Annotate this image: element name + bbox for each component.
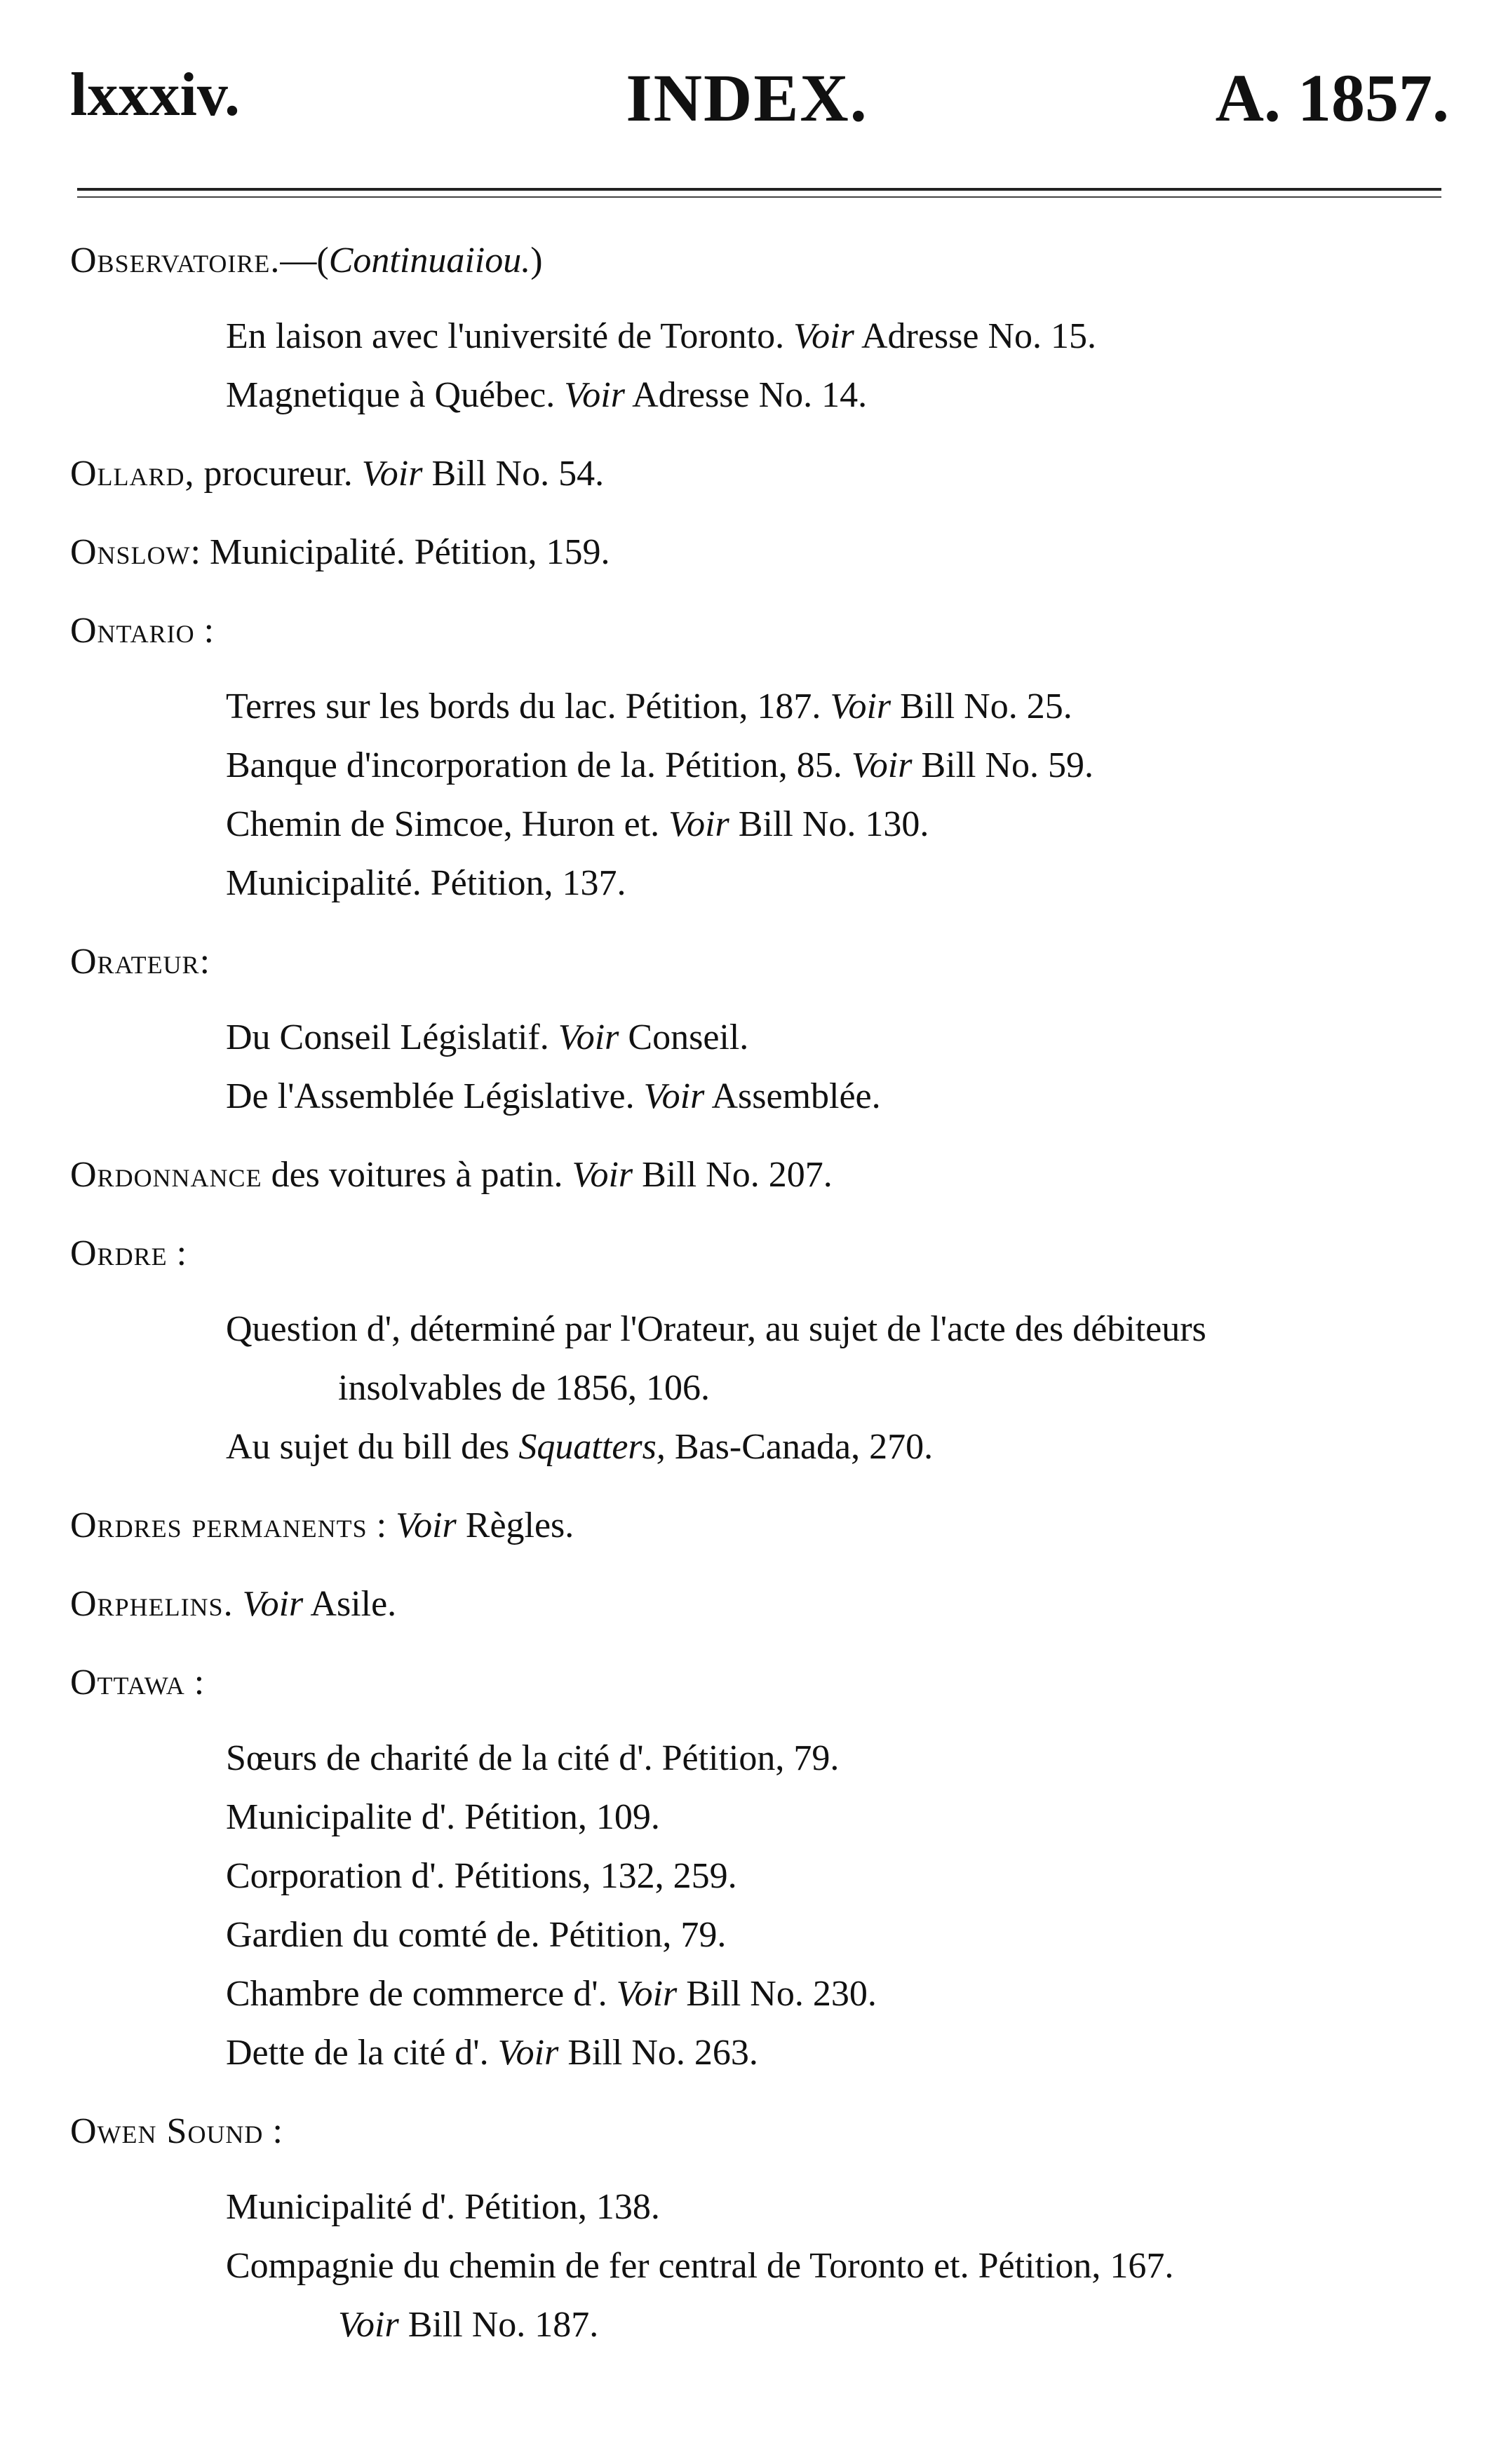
entry-term: Onslow — [70, 532, 191, 572]
voir-ref: Voir — [793, 316, 854, 356]
subentry-ref: Bill No. 25. — [891, 686, 1072, 726]
entry-suffix: —( — [280, 241, 329, 280]
subentry-ref: Bas-Canada, 270. — [665, 1427, 934, 1467]
page-year: A. 1857. — [1215, 60, 1449, 135]
voir-ref: Voir — [558, 1017, 619, 1057]
entry-ref: Règles. — [456, 1505, 574, 1545]
voir-ref: Voir — [643, 1076, 705, 1116]
voir-ref: Voir — [668, 804, 729, 844]
entry-heading — [0, 1224, 1494, 1283]
page-number: lxxxiv. — [70, 61, 241, 129]
subentry-ref: Conseil. — [619, 1017, 749, 1057]
subentry-ref: Assemblée. — [704, 1076, 881, 1116]
subentry: Corporation d'. Pétitions, 132, 259. — [226, 1856, 737, 1896]
entry-text: : — [367, 1505, 396, 1545]
entry-ref: Bill No. 54. — [422, 454, 605, 494]
entry-heading — [0, 2102, 1494, 2161]
subentry-text: Dette de la cité d'. — [226, 2033, 498, 2073]
entry-colon: : — [184, 1663, 205, 1703]
index-entry-orateur — [0, 933, 1494, 1126]
voir-ref: Voir — [396, 1505, 457, 1545]
entry-heading — [0, 1653, 1494, 1712]
subentry: Gardien du comté de. Pétition, 79. — [226, 1915, 727, 1955]
subentry: Municipalité d'. Pétition, 138. — [226, 2187, 660, 2227]
page-title: INDEX. — [626, 60, 868, 135]
entry-continuation: Continuaiiou. — [328, 241, 531, 280]
subentry-text: De l'Assemblée Législative. — [226, 1076, 644, 1116]
voir-ref: Voir — [497, 2033, 559, 2073]
entry-text: des voitures à patin. — [262, 1155, 572, 1195]
subentry-ref: Adresse No. 14. — [624, 375, 868, 415]
subentry-continuation — [0, 2296, 1494, 2355]
subentry-text: Du Conseil Législatif. — [226, 1017, 558, 1057]
subentry — [0, 795, 1494, 854]
entry-term: Owen Sound — [70, 2111, 264, 2151]
subentry-italic: Squatters, — [518, 1427, 666, 1467]
subentry-continuation: insolvables de 1856, 106. — [338, 1368, 711, 1408]
subentry-text: Chambre de commerce d'. — [226, 1974, 617, 2014]
entry-term: Orateur — [70, 942, 200, 982]
subentry — [0, 366, 1494, 425]
index-entry-ordonnance — [0, 1146, 1494, 1205]
index-entries — [0, 231, 1494, 2355]
entry-term: Observatoire. — [70, 241, 281, 280]
entry-term: Ottawa — [70, 1663, 185, 1703]
voir-ref: Voir — [572, 1155, 633, 1195]
entry-heading — [0, 231, 1494, 290]
voir-ref: Voir — [338, 2305, 399, 2345]
subentry — [0, 307, 1494, 366]
entry-colon: : — [167, 1233, 187, 1273]
index-entry-onslow — [0, 523, 1494, 582]
entry-colon: : — [263, 2111, 283, 2151]
header-rule — [77, 188, 1441, 191]
voir-ref: Voir — [830, 686, 891, 726]
entry-colon: : — [194, 611, 215, 651]
subentry — [0, 2024, 1494, 2083]
entry-term: Ordres permanents — [70, 1505, 368, 1545]
entry-ref: Asile. — [303, 1584, 397, 1624]
header-rule-thin — [77, 196, 1441, 198]
entry-suffix-close: ) — [530, 241, 543, 280]
subentry — [0, 1965, 1494, 2024]
entry-term: Ordre — [70, 1233, 168, 1273]
subentry: Compagnie du chemin de fer central de Toronto et. Pétition, 167. — [226, 2246, 1174, 2286]
subentry: Municipalite d'. Pétition, 109. — [226, 1797, 660, 1837]
subentry-ref: Bill No. 230. — [677, 1974, 877, 2014]
entry-colon: : — [199, 942, 210, 982]
subentry-text: Magnetique à Québec. — [226, 375, 565, 415]
entry-term: Orphelins. — [70, 1584, 234, 1624]
voir-ref: Voir — [242, 1584, 304, 1624]
subentry: Question d', déterminé par l'Orateur, au sujet de l'acte des débiteurs — [226, 1309, 1206, 1349]
subentry-ref: Bill No. 59. — [912, 745, 1094, 785]
entry-term: Ollard, — [70, 454, 195, 494]
voir-ref: Voir — [564, 375, 625, 415]
entry-text: procureur. — [194, 454, 362, 494]
voir-ref: Voir — [616, 1974, 678, 2014]
entry-term: Ontario — [70, 611, 195, 651]
subentry: Municipalité. Pétition, 137. — [226, 863, 626, 903]
voir-ref: Voir — [851, 745, 913, 785]
subentry: Sœurs de charité de la cité d'. Pétition, 79. — [226, 1738, 840, 1778]
index-entry-ontario — [0, 602, 1494, 913]
index-entry-ordre — [0, 1224, 1494, 1477]
entry-term: Ordonnance — [70, 1155, 262, 1195]
index-entry-orphelins — [0, 1575, 1494, 1634]
subentry-ref: Bill No. 187. — [398, 2305, 599, 2345]
entry-text: : Municipalité. Pétition, 159. — [190, 532, 610, 572]
subentry-text: Banque d'incorporation de la. Pétition, 85. — [226, 745, 852, 785]
voir-ref: Voir — [361, 454, 423, 494]
entry-heading — [0, 602, 1494, 661]
subentry — [0, 1067, 1494, 1126]
index-entry-ottawa — [0, 1653, 1494, 2083]
entry-ref: Bill No. 207. — [633, 1155, 833, 1195]
entry-text — [234, 1584, 243, 1624]
subentry-ref: Bill No. 263. — [558, 2033, 758, 2073]
subentry-text: En laison avec l'université de Toronto. — [226, 316, 794, 356]
subentry — [0, 1008, 1494, 1067]
entry-heading — [0, 933, 1494, 991]
index-entry-owen-sound — [0, 2102, 1494, 2355]
subentry-text: Terres sur les bords du lac. Pétition, 187. — [226, 686, 830, 726]
index-entry-ordres-permanents — [0, 1496, 1494, 1555]
index-entry-ollard — [0, 445, 1494, 503]
subentry — [0, 1418, 1494, 1477]
subentry-text: Au sujet du bill des — [226, 1427, 519, 1467]
subentry-ref: Bill No. 130. — [729, 804, 929, 844]
subentry — [0, 677, 1494, 736]
subentry-ref: Adresse No. 15. — [854, 316, 1096, 356]
index-entry-observatoire — [0, 231, 1494, 425]
subentry — [0, 736, 1494, 795]
subentry-text: Chemin de Simcoe, Huron et. — [226, 804, 669, 844]
